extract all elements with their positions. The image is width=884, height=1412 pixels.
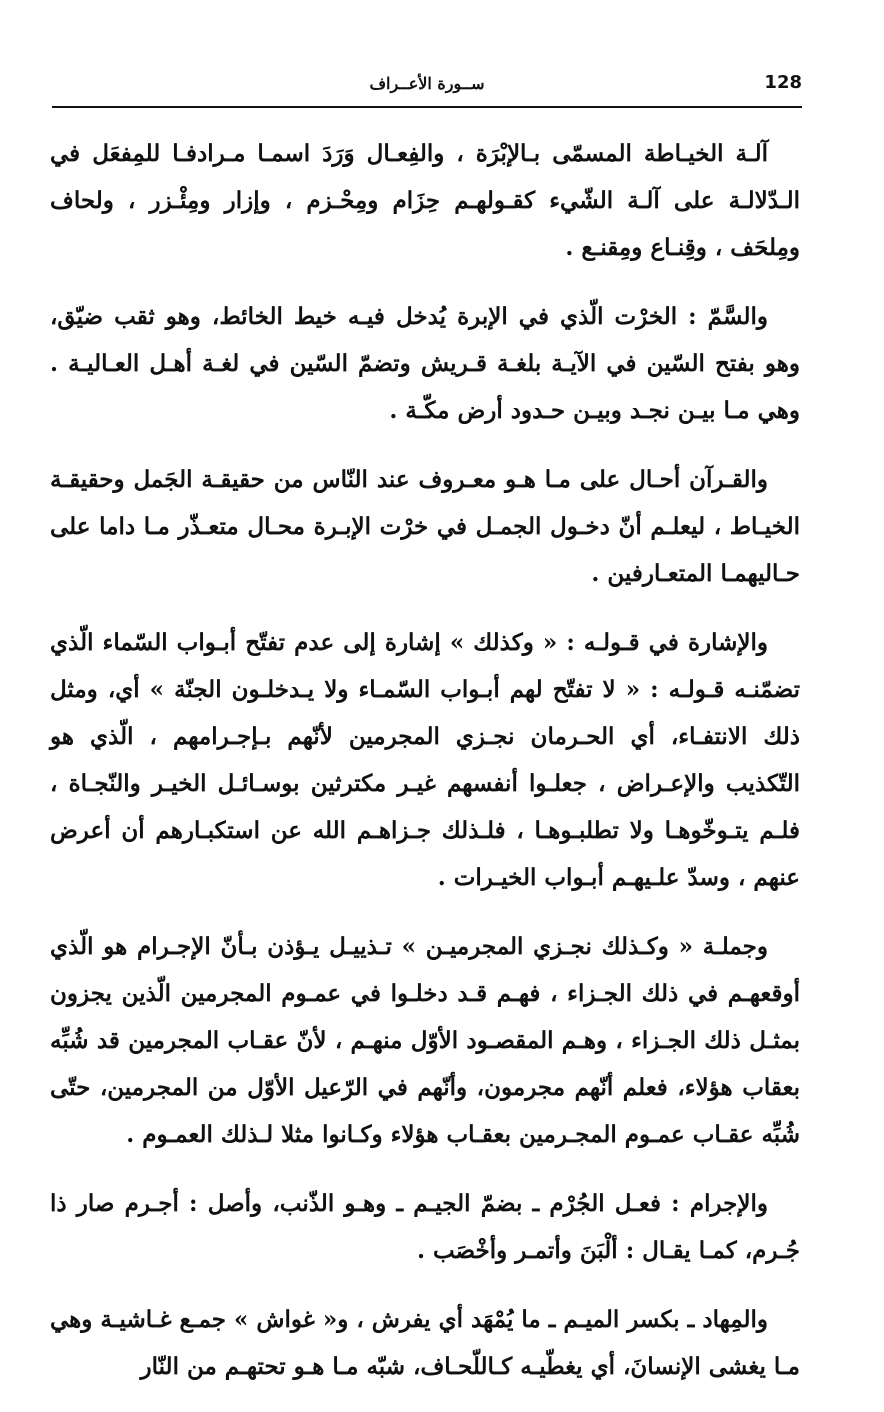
paragraph-3: والقـرآن أحـال على مـا هـو معـروف عند النّاس من حقيقـة الجَمل وحقيقـة الخيـاط ، ليعلـم أنّ دخـول الجمـل في خرْت الإبـرة محـال متعـذّر مـا داما على حـاليهمـا المتعـارفين . (50, 466, 800, 587)
body-text (50, 130, 800, 1412)
paragraph-7: والمِهاد ـ بكسر الميـم ـ ما يُمْهَد أي يفرش ، و« غواش » جمـع غـاشيـة وهي مـا يغشى الإنسانَ، أي يغطّيـه كـاللّحـاف، شبّه مـا هـو تحتهـم من النّار (50, 1306, 800, 1380)
paragraph-6: والإجرام : فعـل الجُرْم ـ بضمّ الجيـم ـ وهـو الذّنب، وأصل : أجـرم صار ذا جُـرم، كمـا يقـال : ألْبَنَ وأتمـر وأخْصَب . (50, 1190, 800, 1264)
paragraph-4: والإشارة في قـولـه : « وكذلك » إشارة إلى عدم تفتّح أبـواب السّماء الّذي تضمّنـه قـولـه : « لا تفتّح لهم أبـواب السّمـاء ولا يـدخلـون الجنّة » أي، ومثل ذلك الانتفـاء، أي الحـرمان نجـزي المجرمين لأنّهم بـإجـرامهم ، الّذي هو التّكذيب والإعـراض ، جعلـوا أنفسهم غيـر مكترثين بوسـائـل الخيـر والنّجـاة ، فلـم يتـوخّوهـا ولا تطلبـوهـا ، فلـذلك جـزاهـم الله عن استكبـارهم أن أعرض عنهم ، وسدّ علـيهـم أبـواب الخيـرات . (50, 629, 800, 891)
paragraph-5: وجملـة « وكـذلك نجـزي المجرميـن » تـذييـل يـؤذن بـأنّ الإجـرام هو الّذي أوقعهـم في ذلك الجـزاء ، فهـم قـد دخلـوا في عمـوم المجرمين الّذين يجزون بمثـل ذلك الجـزاء ، وهـم المقصـود الأوّل منهـم ، لأنّ عقـاب المجرمين قد شُبِّه بعقاب هؤلاء، فعلم أنّهم مجرمون، وأنّهم في الرّعيل الأوّل من المجرمين، حتّى شُبِّه عقـاب عمـوم المجـرمين بعقـاب هؤلاء وكـانوا مثلا لـذلك العمـوم . (50, 933, 800, 1148)
page-number: 128 (764, 72, 802, 93)
paragraph-2: والسَّمّ : الخرْت الّذي في الإبرة يُدخل فيـه خيط الخائط، وهو ثقب ضيّق، وهو بفتح السّين في الآيـة بلغـة قـريش وتضمّ السّين في لغـة أهـل العـاليـة . وهي مـا بيـن نجـد وبيـن حـدود أرض مكّـة . (50, 303, 800, 424)
page-header (52, 70, 802, 108)
paragraph-1: آلـة الخيـاطة المسمّى بـالإبْرَة ، والفِعـال وَرَدَ اسمـا مـرادفـا للمِفعَل في الـدّلالـة على آلـة الشّيء كقـولهـم حِزَام ومِحْـزم ، وإزار ومِئْـزر ، ولحاف ومِلحَف ، وقِنـاع ومِقنـع . (50, 140, 800, 261)
surah-title: ســورة الأعــراف (369, 74, 485, 93)
